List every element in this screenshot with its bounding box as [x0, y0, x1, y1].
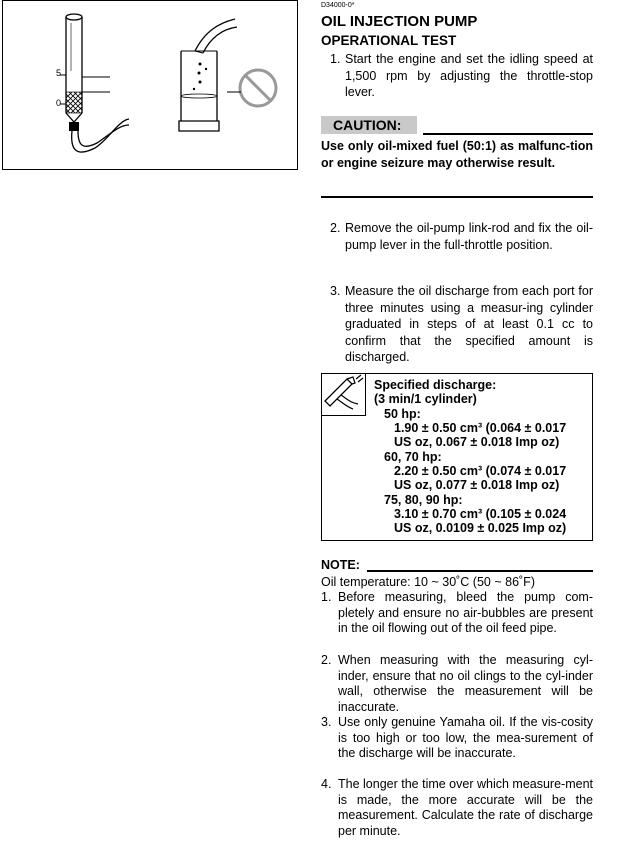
step-3 — [330, 283, 593, 366]
spec-icon-frame — [321, 373, 366, 416]
caution-text: Use only oil-mixed fuel (50:1) as malfunc-tion or engine seizure may otherwise result. — [321, 139, 593, 170]
measuring-cylinder-illustration — [2, 0, 298, 170]
note-item-text: The longer the time over which measure-ment is made, the more accurate will be the measurement. Calculate the rate of discharge per minute. — [338, 777, 593, 838]
step-number: 3. — [330, 284, 341, 298]
note-item-3 — [321, 715, 593, 762]
note-item-number: 4. — [321, 777, 332, 791]
note-item-text: Use only genuine Yamaha oil. If the vis-cosity is too high or too low, the mea-surement of the discharge will be inaccurate. — [338, 715, 593, 761]
caution-label: CAUTION: — [321, 116, 417, 134]
spec-model-75-80-90hp: 75, 80, 90 hp: — [384, 493, 463, 507]
spec-value-line: 1.90 ± 0.50 cm³ (0.064 ± 0.017 — [394, 421, 567, 435]
step-text: Measure the oil discharge from each port for three minutes using a measur-ing cylinder graduated in steps of at least 0.1 cc to confirm that the specified amount is discharged. — [345, 284, 593, 365]
illustration-svg — [3, 1, 299, 171]
scale-top-mark: 5 — [56, 68, 62, 78]
caution-end-rule — [321, 196, 593, 198]
measuring-tool-icon — [321, 373, 365, 415]
note-item-number: 1. — [321, 590, 332, 604]
spec-model-60-70hp: 60, 70 hp: — [384, 450, 442, 464]
correct-setup-drawing — [56, 14, 129, 152]
note-label: NOTE: — [321, 558, 360, 572]
step-number: 1. — [330, 52, 341, 66]
scale-bottom-mark: 0 — [56, 98, 62, 108]
step-number: 2. — [330, 221, 341, 235]
spec-value-line: US oz, 0.0109 ± 0.025 Imp oz) — [394, 521, 567, 535]
step-text: Start the engine and set the idling speed at 1,500 rpm by adjusting the throttle-stop lever. — [345, 52, 593, 100]
spec-title: Specified discharge: — [374, 378, 497, 392]
section-title: OIL INJECTION PUMP — [321, 13, 478, 30]
spec-subtitle: (3 min/1 cylinder) — [374, 392, 477, 406]
note-temperature: Oil temperature: 10 ~ 30˚C (50 ~ 86˚F) — [321, 575, 535, 589]
document-code: D34000-0* — [321, 2, 355, 9]
section-subtitle: OPERATIONAL TEST — [321, 33, 457, 48]
step-2 — [330, 220, 593, 253]
prohibited-icon — [227, 70, 276, 106]
incorrect-setup-drawing — [179, 19, 237, 131]
step-text: Remove the oil-pump link-rod and fix the oil-pump lever in the full-throttle position. — [345, 221, 593, 252]
note-item-text: Before measuring, bleed the pump com-pletely and ensure no air-bubbles are present in the oil flowing out of the oil feed pipe. — [338, 590, 593, 636]
spec-value-line: 2.20 ± 0.50 cm³ (0.074 ± 0.017 — [394, 464, 567, 478]
note-item-2 — [321, 653, 593, 715]
spec-value-line: US oz, 0.067 ± 0.018 Imp oz) — [394, 435, 560, 449]
spec-value-line: 3.10 ± 0.70 cm³ (0.105 ± 0.024 — [394, 507, 567, 521]
note-item-4 — [321, 777, 593, 839]
note-rule — [367, 570, 593, 572]
caution-rule — [423, 133, 593, 135]
note-item-1 — [321, 590, 593, 637]
note-item-text: When measuring with the measuring cyl-inder, ensure that no oil clings to the cyl-inder wall, otherwise the measurement will be inaccurate. — [338, 653, 593, 714]
step-1 — [330, 51, 593, 101]
note-item-number: 3. — [321, 715, 332, 729]
spec-model-50hp: 50 hp: — [384, 407, 421, 421]
note-item-number: 2. — [321, 653, 332, 667]
spec-value-line: US oz, 0.077 ± 0.018 Imp oz) — [394, 478, 560, 492]
